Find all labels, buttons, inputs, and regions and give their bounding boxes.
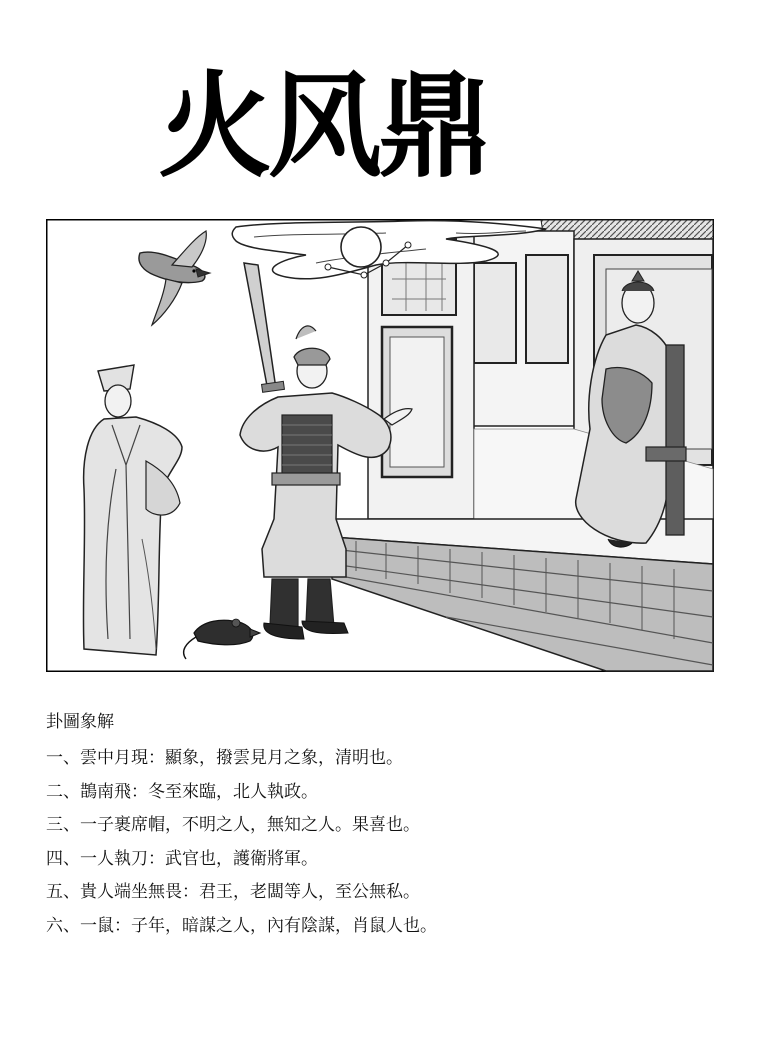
illustration-canvas <box>46 219 714 672</box>
page-title: 火风鼎 <box>158 60 489 193</box>
explanation-item: 一、雲中月現：顯象，撥雲見月之象，清明也。 <box>46 748 403 768</box>
explanation-heading: 卦圖象解 <box>46 712 114 732</box>
explanation-item: 二、鵲南飛：冬至來臨，北人執政。 <box>46 781 318 802</box>
explanation-item: 六、一鼠：子年，暗謀之人，內有陰謀，肖鼠人也。 <box>46 915 437 936</box>
hexagram-explanation <box>46 708 726 944</box>
hexagram-illustration <box>46 219 714 672</box>
explanation-item: 四、一人執刀：武官也，護衛將軍。 <box>46 848 318 869</box>
explanation-item: 五、貴人端坐無畏：君王，老闆等人，至公無私。 <box>46 882 420 903</box>
explanation-list <box>46 742 726 944</box>
explanation-item: 三、一子裹席帽，不明之人，無知之人。果喜也。 <box>46 815 420 836</box>
